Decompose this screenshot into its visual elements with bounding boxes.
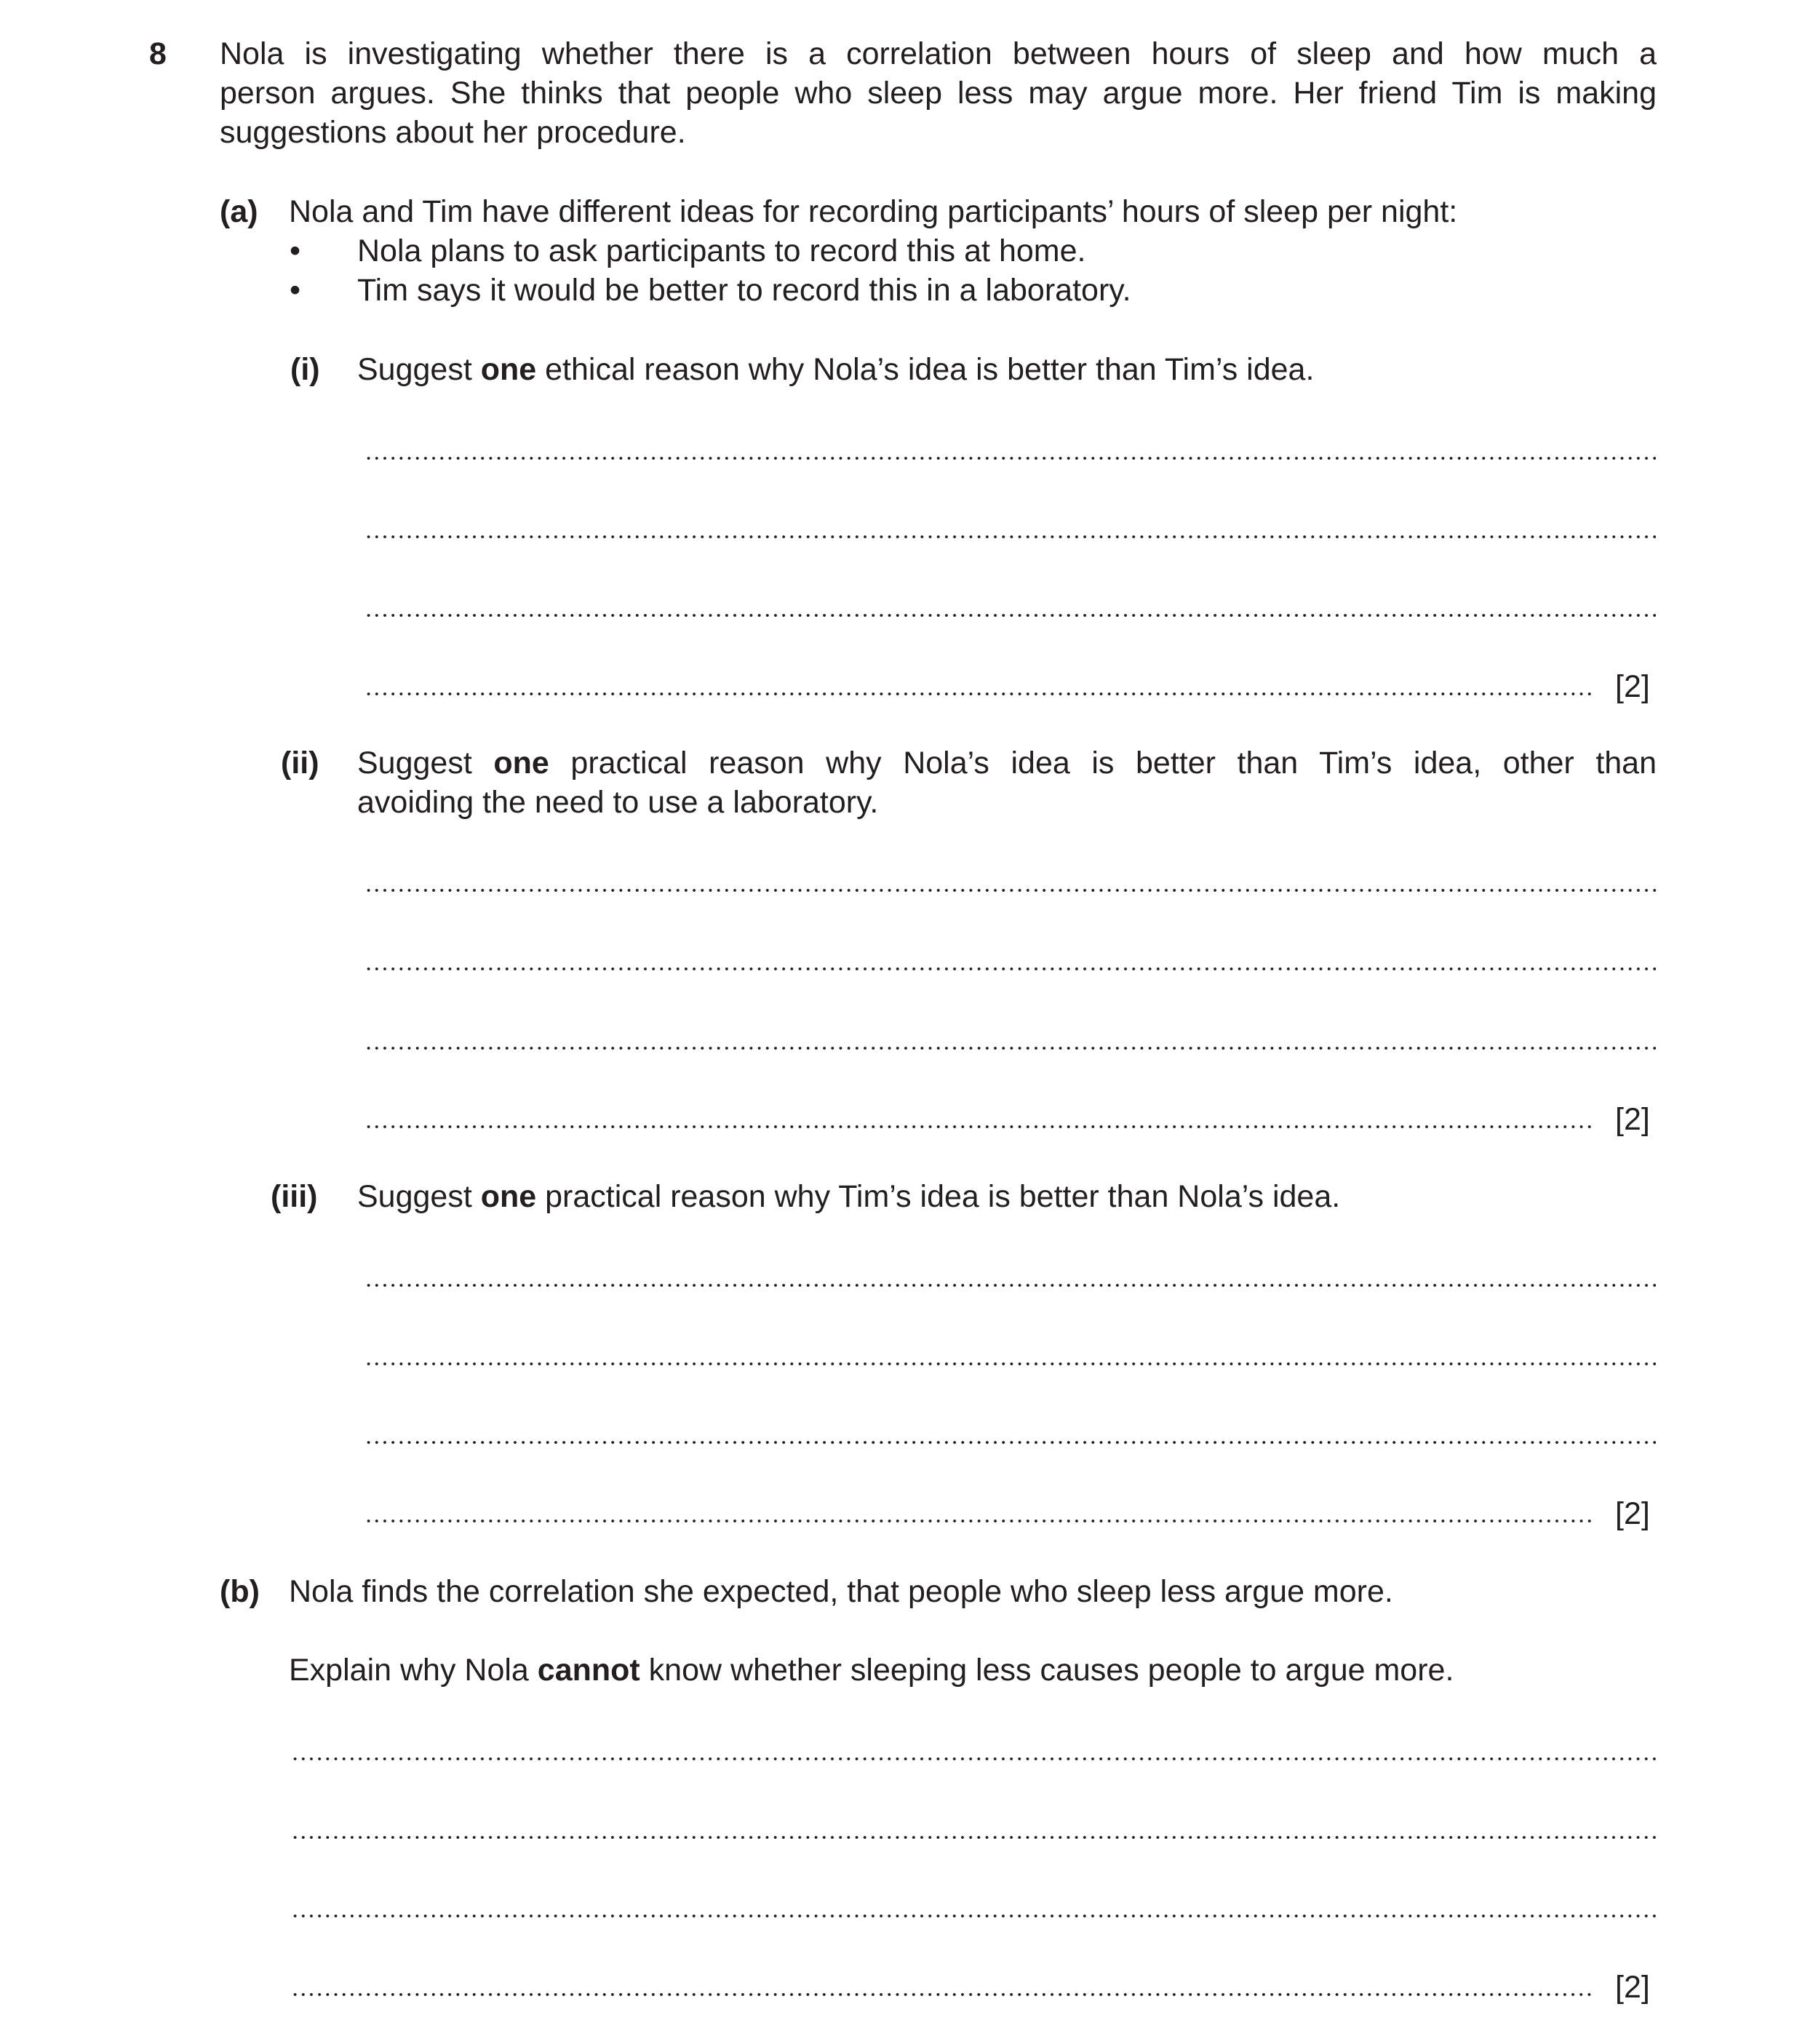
- answer-line-iii-2[interactable]: [364, 1362, 1656, 1365]
- bullet-2-marker: •: [290, 273, 301, 308]
- sub-ii-marks: [2]: [1615, 1102, 1650, 1137]
- sub-i-question: Suggest one ethical reason why Nola’s idea is better than Tim’s idea.: [357, 352, 1315, 387]
- part-b-label: (b): [220, 1574, 260, 1609]
- bullet-1-text: Nola plans to ask participants to record this at home.: [357, 233, 1086, 268]
- answer-line-i-1[interactable]: [364, 457, 1656, 460]
- answer-line-ii-1[interactable]: [364, 889, 1656, 892]
- bullet-2-text: Tim says it would be better to record this in a laboratory.: [357, 273, 1131, 308]
- answer-line-b-3[interactable]: [291, 1915, 1656, 1917]
- part-b-marks: [2]: [1615, 1970, 1650, 2005]
- intro-line-2: person argues. She thinks that people who sleep less may argue more. Her friend Tim is making: [220, 76, 1657, 111]
- sub-iii-question: Suggest one practical reason why Tim’s idea is better than Nola’s idea.: [357, 1179, 1341, 1214]
- question-intro: [220, 34, 1657, 152]
- intro-line-3: suggestions about her procedure.: [220, 115, 686, 150]
- sub-i-marks: [2]: [1615, 669, 1650, 704]
- part-a-label: (a): [220, 194, 258, 229]
- question-number: 8: [149, 36, 167, 71]
- answer-line-i-4[interactable]: [364, 692, 1594, 695]
- sub-ii-question: Suggest one practical reason why Nola’s idea is better than Tim’s idea, other than avoiding the need to use a laboratory.: [357, 746, 1657, 820]
- part-b-statement: Nola finds the correlation she expected, that people who sleep less argue more.: [289, 1574, 1393, 1609]
- bullet-1-marker: •: [290, 233, 301, 268]
- answer-line-ii-2[interactable]: [364, 967, 1656, 970]
- answer-line-b-2[interactable]: [291, 1836, 1656, 1839]
- sub-ii-label: (ii): [281, 746, 319, 781]
- intro-line-1: Nola is investigating whether there is a correlation between hours of sleep and how much a: [220, 36, 1657, 71]
- answer-line-ii-4[interactable]: [364, 1125, 1594, 1128]
- answer-line-i-2[interactable]: [364, 535, 1656, 538]
- answer-line-b-1[interactable]: [291, 1757, 1656, 1760]
- part-a-stem: Nola and Tim have different ideas for recording participants’ hours of sleep per night:: [289, 194, 1458, 229]
- part-b-instruction: Explain why Nola cannot know whether sleeping less causes people to argue more.: [289, 1653, 1454, 1688]
- answer-line-ii-3[interactable]: [364, 1047, 1656, 1050]
- sub-iii-marks: [2]: [1615, 1496, 1650, 1531]
- answer-line-iii-3[interactable]: [364, 1441, 1656, 1444]
- answer-line-i-3[interactable]: [364, 614, 1656, 617]
- answer-line-iii-1[interactable]: [364, 1284, 1656, 1287]
- sub-iii-label: (iii): [271, 1179, 318, 1214]
- answer-line-b-4[interactable]: [291, 1993, 1594, 1996]
- sub-i-label: (i): [290, 352, 320, 387]
- answer-line-iii-4[interactable]: [364, 1520, 1594, 1522]
